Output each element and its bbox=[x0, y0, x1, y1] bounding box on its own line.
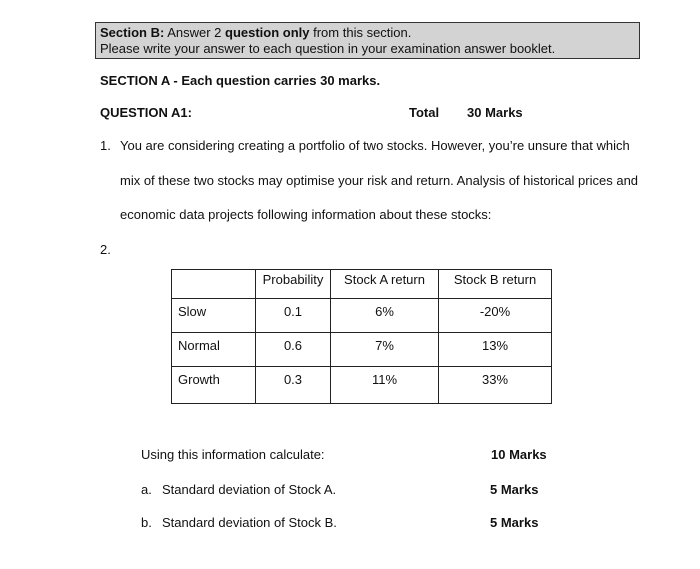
table-cell-probability: 0.6 bbox=[256, 333, 331, 367]
table-cell-stock-b: 33% bbox=[439, 367, 552, 404]
calculate-intro-marks: 10 Marks bbox=[491, 447, 547, 462]
table-cell-scenario: Normal bbox=[172, 333, 256, 367]
table-cell-scenario: Slow bbox=[172, 299, 256, 333]
item-1-number: 1. bbox=[100, 138, 111, 153]
item-1-line-3: economic data projects following information about these stocks: bbox=[120, 207, 492, 222]
stock-returns-table bbox=[171, 269, 552, 404]
header-cell-stock-a: Stock A return bbox=[331, 270, 439, 299]
table-header-row bbox=[172, 270, 552, 299]
instructions-line-2: Please write your answer to each question in your examination answer booklet. bbox=[100, 41, 556, 56]
table-cell-stock-b: 13% bbox=[439, 333, 552, 367]
instructions-box bbox=[95, 22, 640, 59]
table-cell-probability: 0.1 bbox=[256, 299, 331, 333]
table-row bbox=[172, 333, 552, 367]
part-b-letter: b. bbox=[141, 515, 152, 530]
table-cell-probability: 0.3 bbox=[256, 367, 331, 404]
question-label: QUESTION A1: bbox=[100, 105, 192, 120]
table-cell-scenario: Growth bbox=[172, 367, 256, 404]
table-cell-stock-a: 7% bbox=[331, 333, 439, 367]
part-a-text: Standard deviation of Stock A. bbox=[162, 482, 337, 497]
item-2-number: 2. bbox=[100, 242, 111, 257]
table-cell-stock-a: 6% bbox=[331, 299, 439, 333]
part-b-text: Standard deviation of Stock B. bbox=[162, 515, 337, 530]
total-label: Total bbox=[409, 105, 440, 120]
table-row bbox=[172, 299, 552, 333]
item-1-line-1: You are considering creating a portfolio of two stocks. However, you’re unsure that which bbox=[120, 138, 630, 153]
section-heading: SECTION A - Each question carries 30 marks. bbox=[100, 73, 381, 88]
part-a-letter: a. bbox=[141, 482, 152, 497]
header-cell-empty bbox=[172, 270, 256, 299]
header-cell-probability: Probability bbox=[256, 270, 331, 299]
part-a-marks: 5 Marks bbox=[490, 482, 539, 497]
part-b-marks: 5 Marks bbox=[490, 515, 539, 530]
total-marks: 30 Marks bbox=[467, 105, 523, 120]
table-cell-stock-b: -20% bbox=[439, 299, 552, 333]
instructions-line-1: Section B: Answer 2 question only from this section. bbox=[100, 25, 412, 40]
table-row bbox=[172, 367, 552, 404]
header-cell-stock-b: Stock B return bbox=[439, 270, 552, 299]
calculate-intro: Using this information calculate: bbox=[141, 447, 325, 462]
item-1-line-2: mix of these two stocks may optimise your risk and return. Analysis of historical prices and bbox=[120, 173, 639, 188]
table-cell-stock-a: 11% bbox=[331, 367, 439, 404]
